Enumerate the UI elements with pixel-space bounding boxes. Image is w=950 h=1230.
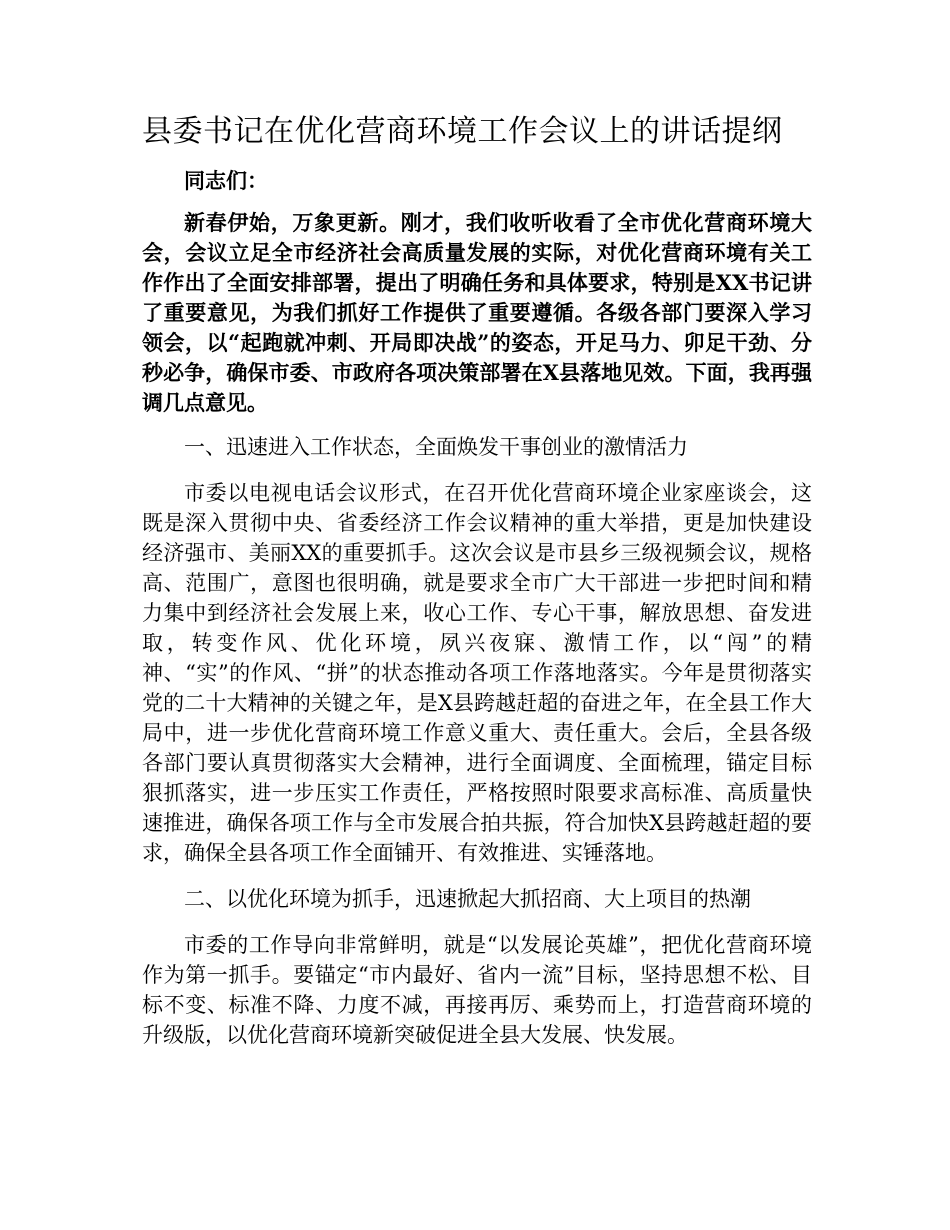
section-2-heading: 二、以优化环境为抓手，迅速掀起大抓招商、大上项目的热潮 [184,887,751,911]
document-title: 县委书记在优化营商环境工作会议上的讲话提纲 [142,114,783,149]
section-1-paragraph: 市委以电视电话会议形式，在召开优化营商环境企业家座谈会，这既是深入贯彻中央、省委经济工作会议精神的重大举措，更是加快建设经济强市、美丽XX的重要抓手。这次会议是市县乡三级视频会议，规格高、范围广，意图也很明确，就是要求全市广大干部进一步把时间和精力集中到经济社会发展上来，收心工作、专心干事，解放思想、奋发进取，转变作风、优化环境，夙兴夜寐、激情工作，以“闯”的精神、“实”的作风、“拼”的状态推动各项工作落地落实。今年是贯彻落实党的二十大精神的关键之年，是X县跨越赶超的奋进之年，在全县工作大局中，进一步优化营商环境工作意义重大、责任重大。会后，全县各级各部门要认真贯彻落实大会精神，进行全面调度、全面梳理，锚定目标狠抓落实，进一步压实工作责任，严格按照时限要求高标准、高质量快速推进，确保各项工作与全市发展合拍共振，符合加快X县跨越赶超的要求，确保全县各项工作全面铺开、有效推进、实锤落地。 [142,481,812,865]
document-page [142,110,812,1066]
greeting: 同志们： [184,168,268,193]
section-2-paragraph: 市委的工作导向非常鲜明，就是“以发展论英雄”，把优化营商环境作为第一抓手。要锚定“市内最好、省内一流”目标，坚持思想不松、目标不变、标准不降、力度不减，再接再厉、乘势而上，打造营商环境的升级版，以优化营商环境新突破促进全县大发展、快发展。 [142,933,812,1047]
intro-paragraph: 新春伊始，万象更新。刚才，我们收听收看了全市优化营商环境大会，会议立足全市经济社会高质量发展的实际，对优化营商环境有关工作作出了全面安排部署，提出了明确任务和具体要求，特别是XX书记讲了重要意见，为我们抓好工作提供了重要遵循。各级各部门要深入学习领会，以“起跑就冲刺、开局即决战”的姿态，开足马力、卯足干劲、分秒必争，确保市委、市政府各项决策部署在X县落地见效。下面，我再强调几点意见。 [142,210,812,415]
section-1-heading: 一、迅速进入工作状态，全面焕发干事创业的激情活力 [184,435,688,459]
